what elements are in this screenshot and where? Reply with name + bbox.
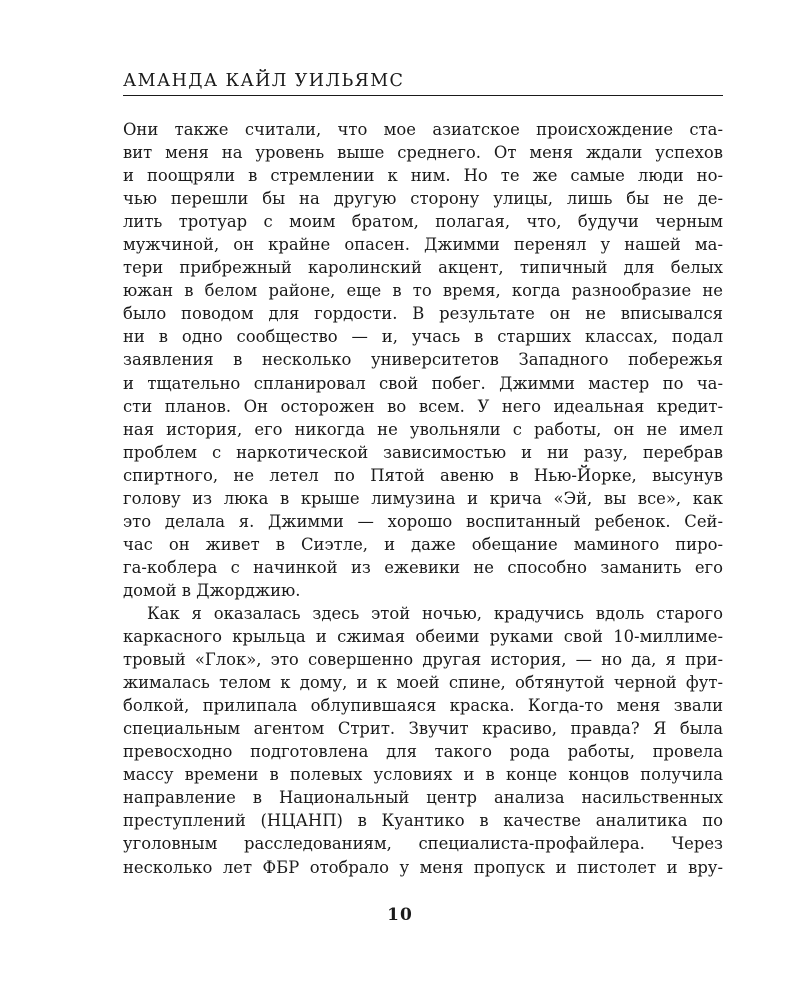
text-line: вит меня на уровень выше среднего. От меня ждали успехов	[123, 143, 723, 163]
text-line: ная история, его никогда не увольняли с работы, он не имел	[123, 419, 723, 439]
text-line: спиртного, не летел по Пятой авеню в Нью-Йорке, высунув	[123, 465, 723, 485]
text-line: превосходно подготовлена для такого рода работы, провела	[123, 742, 723, 762]
text-line: тери прибрежный каролинский акцент, типичный для белых	[123, 258, 723, 278]
text-line: болкой, прилипала облупившаяся краска. Когда-то меня звали	[123, 696, 723, 716]
text-line: чью перешли бы на другую сторону улицы, лишь бы не де-	[123, 189, 723, 209]
header-rule	[123, 95, 723, 96]
text-line: преступлений (НЦАНП) в Куантико в качестве аналитика по	[123, 811, 723, 831]
text-line: и тщательно спланировал свой побег. Джимми мастер по ча-	[123, 373, 723, 393]
text-line: было поводом для гордости. В результате он не вписывался	[123, 304, 723, 324]
running-title: АМАНДА КАЙЛ УИЛЬЯМС	[123, 71, 405, 91]
body-text	[123, 118, 723, 879]
text-line: голову из люка в крыше лимузина и крича «Эй, вы все», как	[123, 488, 723, 508]
text-line: лить тротуар с моим братом, полагая, что, будучи черным	[123, 212, 723, 232]
text-line: Они также считали, что мое азиатское происхождение ста-	[123, 120, 723, 139]
text-line: несколько лет ФБР отобрало у меня пропуск и пистолет и вру-	[123, 857, 723, 877]
text-line: массу времени в полевых условиях и в конце концов получила	[123, 765, 723, 785]
text-line: и поощряли в стремлении к ним. Но те же самые люди но-	[123, 166, 723, 186]
text-line: жималась телом к дому, и к моей спине, обтянутой черной фут-	[123, 673, 723, 693]
text-line: тровый «Глок», это совершенно другая история, — но да, я при-	[123, 650, 723, 670]
text-line: специальным агентом Стрит. Звучит красиво, правда? Я была	[123, 719, 723, 739]
text-line: каркасного крыльца и сжимая обеими руками свой 10-миллиме-	[123, 627, 723, 647]
text-line: сти планов. Он осторожен во всем. У него идеальная кредит-	[123, 396, 723, 416]
text-line: заявления в несколько университетов Западного побережья	[123, 350, 723, 370]
text-line: проблем с наркотической зависимостью и ни разу, перебрав	[123, 442, 723, 462]
text-line: южан в белом районе, еще в то время, когда разнообразие не	[123, 281, 723, 301]
page-number: 10	[387, 905, 413, 925]
text-line: час он живет в Сиэтле, и даже обещание маминого пиро-	[123, 534, 723, 554]
paragraph-last-line: домой в Джорджию.	[123, 580, 301, 600]
text-line: направление в Национальный центр анализа насильственных	[123, 788, 723, 808]
paragraph-first-line: Как я оказалась здесь этой ночью, крадучись вдоль старого	[147, 603, 723, 623]
text-line: га-коблера с начинкой из ежевики не способно заманить его	[123, 557, 723, 577]
text-line: это делала я. Джимми — хорошо воспитанный ребенок. Сей-	[123, 511, 723, 531]
text-line: ни в одно сообщество — и, учась в старших классах, подал	[123, 327, 723, 347]
text-line: уголовным расследованиям, специалиста-профайлера. Через	[123, 834, 723, 854]
running-header	[123, 70, 723, 96]
text-line: мужчиной, он крайне опасен. Джимми перенял у нашей ма-	[123, 235, 723, 255]
